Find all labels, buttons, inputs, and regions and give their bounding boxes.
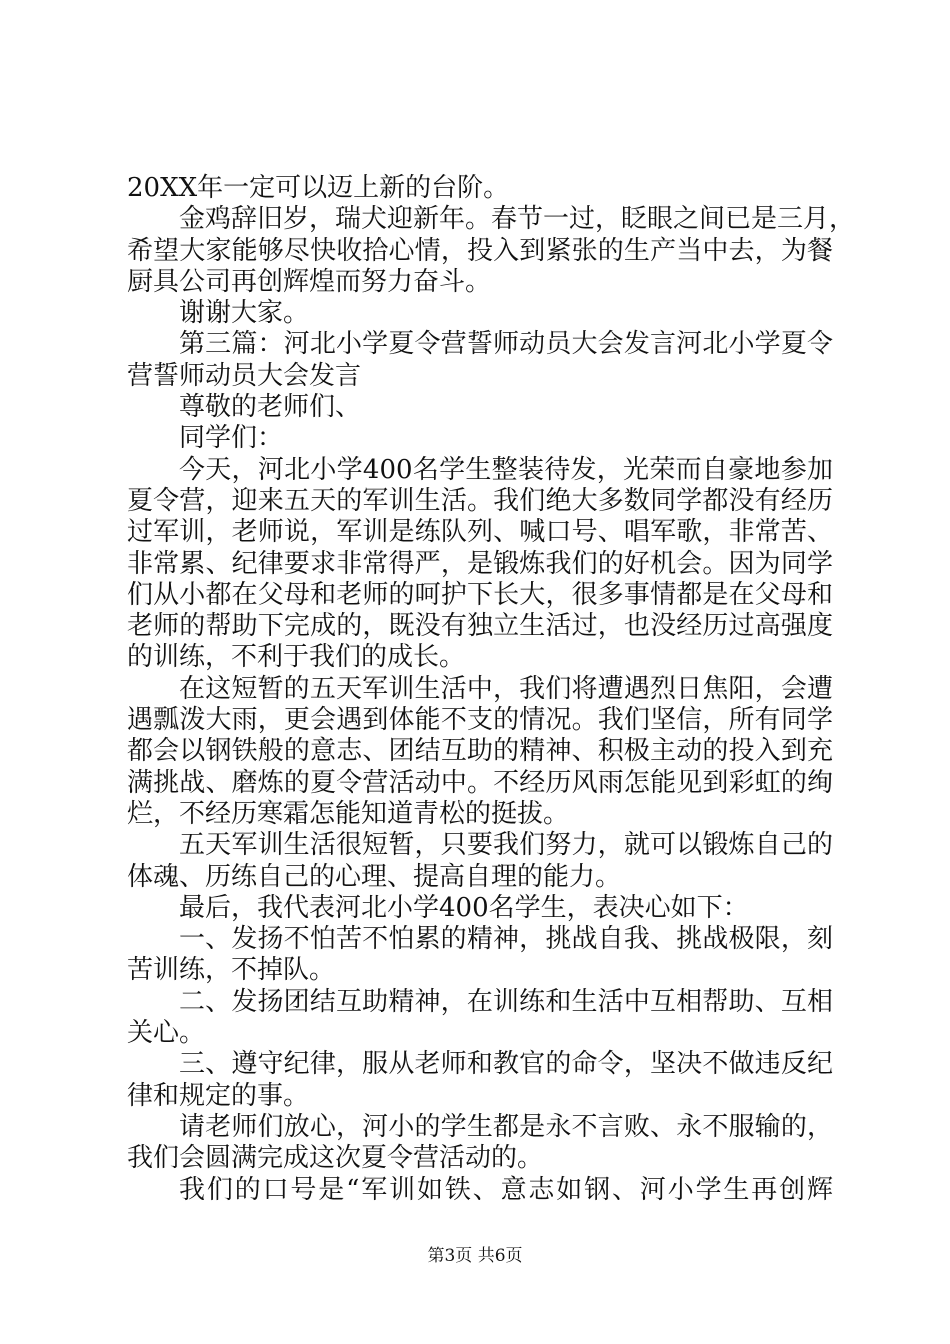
text-line: 同学们： — [179, 423, 284, 454]
document-body — [127, 173, 856, 1206]
text-line: 20XX年一定可以迈上新的台阶。 — [127, 173, 510, 203]
text-line: 金鸡辞旧岁，瑞犬迎新年。春节一过，眨眼之间已是三月， — [179, 204, 856, 235]
text-line: 夏令营，迎来五天的军训生活。我们绝大多数同学都没有经历 — [127, 485, 833, 516]
text-line: 一、发扬不怕苦不怕累的精神，挑战自我、挑战极限，刻 — [179, 924, 833, 955]
text-line: 厨具公司再创辉煌而努力奋斗。 — [127, 266, 492, 297]
text-line: 今天，河北小学400名学生整装待发，光荣而自豪地参加 — [179, 454, 833, 485]
text-line: 律和规定的事。 — [127, 1080, 310, 1111]
text-line: 我们会圆满完成这次夏令营活动的。 — [127, 1143, 544, 1174]
page-footer — [0, 1245, 950, 1267]
text-line: 请老师们放心，河小的学生都是永不言败、永不服输的， — [179, 1111, 833, 1142]
text-line: 遇瓢泼大雨，更会遇到体能不支的情况。我们坚信，所有同学 — [127, 705, 833, 736]
text-line: 谢谢大家。 — [179, 298, 310, 329]
text-line: 二、发扬团结互助精神，在训练和生活中互相帮助、互相 — [179, 986, 833, 1017]
text-line: 老师的帮助下完成的，既没有独立生活过，也没经历过高强度 — [127, 611, 833, 642]
text-line: 营誓师动员大会发言 — [127, 360, 362, 391]
text-line: 们从小都在父母和老师的呵护下长大，很多事情都是在父母和 — [127, 579, 833, 610]
text-line: 最后，我代表河北小学400名学生，表决心如下： — [179, 892, 749, 923]
text-line: 的训练，不利于我们的成长。 — [127, 642, 466, 673]
text-line: 在这短暂的五天军训生活中，我们将遭遇烈日焦阳，会遭 — [179, 673, 833, 704]
text-line: 苦训练，不掉队。 — [127, 955, 336, 986]
text-line: 满挑战、磨炼的夏令营活动中。不经历风雨怎能见到彩虹的绚 — [127, 767, 833, 798]
text-line: 三、遵守纪律，服从老师和教官的命令，坚决不做违反纪 — [179, 1049, 833, 1080]
text-line: 烂，不经历寒霜怎能知道青松的挺拔。 — [127, 798, 570, 829]
text-line: 非常累、纪律要求非常得严，是锻炼我们的好机会。因为同学 — [127, 548, 833, 579]
text-line: 都会以钢铁般的意志、团结互助的精神、积极主动的投入到充 — [127, 736, 833, 767]
text-line: 体魂、历练自己的心理、提高自理的能力。 — [127, 861, 622, 892]
text-line: 第三篇：河北小学夏令营誓师动员大会发言河北小学夏令 — [179, 329, 833, 360]
text-line: 尊敬的老师们、 — [179, 392, 362, 423]
text-line: 过军训，老师说，军训是练队列、喊口号、唱军歌，非常苦、 — [127, 517, 833, 548]
text-line: 关心。 — [127, 1018, 206, 1049]
text-line: 希望大家能够尽快收拾心情，投入到紧张的生产当中去，为餐 — [127, 235, 833, 266]
page-number: 第3页 共6页 — [427, 1246, 523, 1266]
text-line: 我们的口号是“军训如铁、意志如钢、河小学生再创辉 — [179, 1174, 833, 1205]
text-line: 五天军训生活很短暂，只要我们努力，就可以锻炼自己的 — [179, 830, 833, 861]
